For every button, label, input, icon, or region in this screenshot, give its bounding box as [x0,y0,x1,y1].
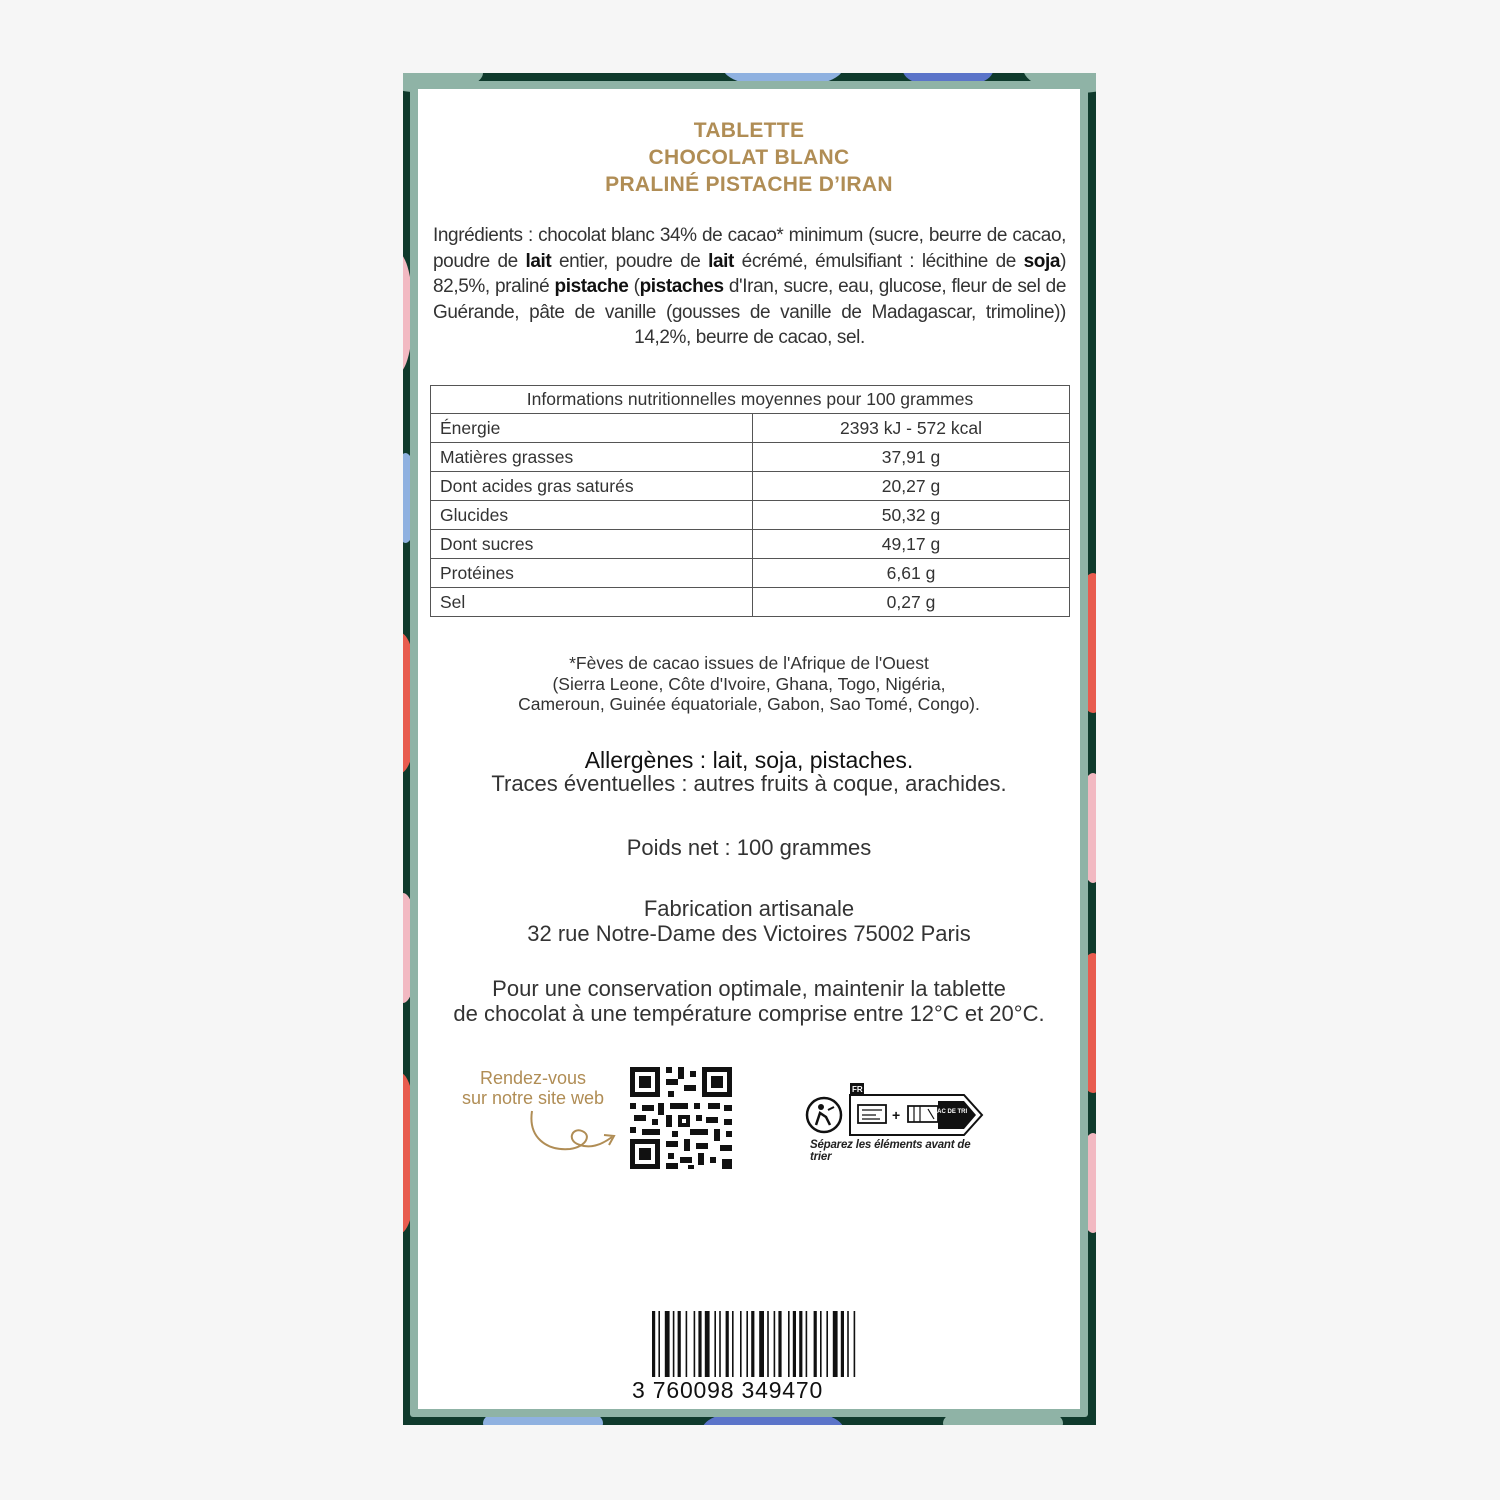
nutrient-value: 49,17 g [753,530,1070,559]
ingredients-text: ( [628,276,640,297]
nutrient-value: 6,61 g [753,559,1070,588]
nutrient-value: 37,91 g [753,443,1070,472]
ingredients-text: écrémé, émulsifiant : lécithine de [733,250,1024,272]
footnote-line: *Fèves de cacao issues de l'Afrique de l'Ouest [569,653,929,673]
allergen-pistaches: pistaches [639,276,724,297]
table-row [431,588,1070,617]
cocoa-origin-footnote [418,653,1080,715]
manufacturer-address [418,897,1080,946]
ingredients-text: ) 82,5%, praliné [433,250,1066,297]
country-code: FR [852,1085,863,1094]
storage-line: Pour une conservation optimale, maintenir la tablette [492,976,1006,1001]
website-line: sur notre site web [461,1087,605,1108]
nutrient-value: 2393 kJ - 572 kcal [753,414,1070,443]
ingredients-text: Ingrédients : chocolat blanc 34% de cacao* minimum (sucre, beurre de cacao, poudre de [433,225,1066,272]
allergens-traces: Traces éventuelles : autres fruits à coque, arachides. [491,771,1007,796]
qr-code-icon[interactable] [628,1065,734,1171]
footnote-line: Cameroun, Guinée équatoriale, Gabon, Sao Tomé, Congo). [518,694,980,714]
nutrient-label: Matières grasses [431,443,753,472]
ingredients-text: entier, poudre de [551,250,709,272]
nutrient-value: 0,27 g [753,588,1070,617]
net-weight: Poids net : 100 grammes [626,835,872,860]
table-row [431,414,1070,443]
nutrient-value: 20,27 g [753,472,1070,501]
bin-label: BAC DE TRI [932,1109,968,1115]
title-line-2: CHOCOLAT BLANC [648,146,850,169]
address-line: 32 rue Notre-Dame des Victoires 75002 Paris [527,920,971,946]
allergen-lait: lait [525,250,552,272]
nutrient-label: Glucides [431,501,753,530]
nutrient-label: Énergie [431,414,753,443]
recycling-triman-icon [804,1083,986,1139]
nutrition-table [430,385,1070,617]
nutrient-label: Dont acides gras saturés [431,472,753,501]
curly-arrow-icon [526,1107,618,1157]
storage-instructions [418,977,1080,1026]
sort-instruction: Séparez les éléments avant de trier [810,1139,971,1163]
barcode-icon [650,1311,866,1379]
title-line-1: TABLETTE [693,119,805,142]
allergens-block [418,748,1080,796]
allergen-pistache: pistache [554,276,629,297]
ingredients-paragraph [433,223,1066,351]
nutrition-table-header: Informations nutritionnelles moyennes pour 100 grammes [431,386,1070,414]
table-row [431,559,1070,588]
barcode-number: 3 760098 349470 [632,1377,824,1403]
allergen-soja: soja [1023,250,1061,272]
nutrient-label: Protéines [431,559,753,588]
nutrient-label: Dont sucres [431,530,753,559]
nutrient-value: 50,32 g [753,501,1070,530]
title-line-3: PRALINÉ PISTACHE D’IRAN [605,173,893,196]
product-title [418,117,1080,198]
website-invite [443,1069,623,1108]
table-row [431,443,1070,472]
allergens-main: Allergènes : lait, soja, pistaches. [584,747,914,773]
product-label [418,89,1080,1409]
allergen-lait: lait [708,250,734,272]
footnote-line: (Sierra Leone, Côte d'Ivoire, Ghana, Togo, Nigéria, [552,673,946,694]
website-line: Rendez-vous [479,1068,587,1088]
storage-line: de chocolat à une température comprise entre 12°C et 20°C. [453,1000,1045,1026]
nutrient-label: Sel [431,588,753,617]
plus-sign: + [892,1107,901,1123]
table-row [431,501,1070,530]
table-row [431,472,1070,501]
table-row [431,530,1070,559]
maker-line: Fabrication artisanale [643,896,855,921]
ingredients-text: d'Iran, sucre, eau, glucose, fleur de sel de Guérande, pâte de vanille (gousses de vanille de Madagascar, trimoline)) 14,2%, beurre de cacao, sel. [433,276,1067,348]
